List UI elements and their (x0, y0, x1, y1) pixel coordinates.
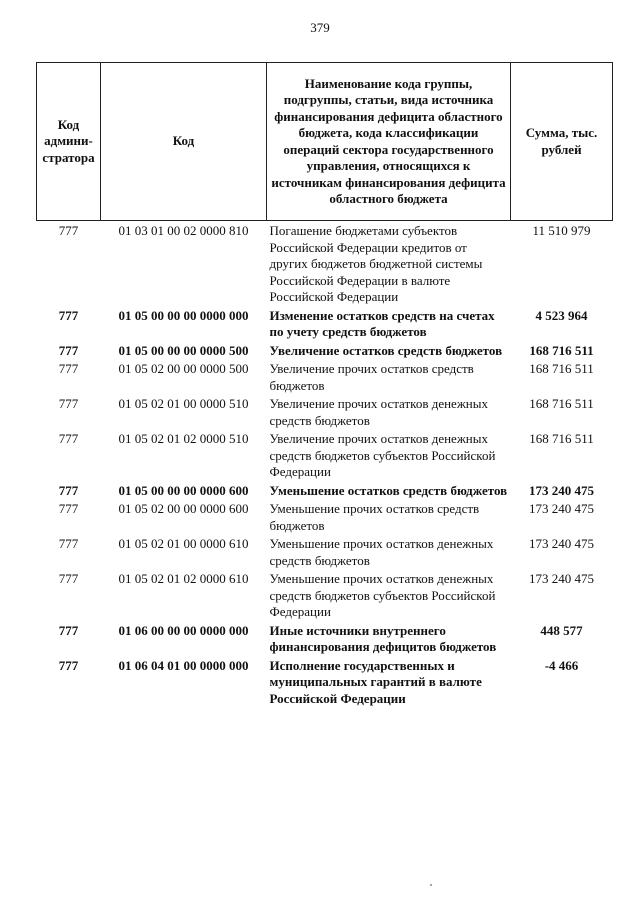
name-cell: Уменьшение остатков средств бюджетов (269, 482, 508, 498)
code-cell: 01 06 00 00 00 0000 000 (118, 622, 249, 638)
admin-code-cell: 777 (58, 223, 79, 238)
table-header (37, 63, 613, 221)
header-admin-code (37, 63, 101, 221)
admin-code-cell: 777 (58, 622, 79, 638)
sum-cell: 168 716 511 (529, 342, 594, 358)
sum-cell: 168 716 511 (529, 396, 594, 411)
table-row (37, 501, 613, 536)
header-sum-label: Сумма, тыс. рублей (525, 125, 598, 157)
name-cell: Уменьшение прочих остатков денежных средств бюджетов (269, 536, 494, 568)
name-cell: Исполнение государственных и муниципальных гарантий в валюте Российской Федерации (269, 657, 482, 706)
header-admin-code-label: Код админи-стратора (42, 116, 95, 165)
sum-cell: 173 240 475 (529, 482, 594, 498)
code-cell: 01 05 02 01 00 0000 610 (118, 536, 249, 551)
table-body (37, 221, 613, 710)
table-row (37, 308, 613, 343)
header-sum (511, 63, 613, 221)
sum-cell: 168 716 511 (529, 431, 594, 446)
sum-cell: 11 510 979 (532, 223, 591, 238)
code-cell: 01 03 01 00 02 0000 810 (118, 223, 249, 238)
code-cell: 01 05 02 00 00 0000 600 (118, 501, 249, 516)
name-cell: Погашение бюджетами субъектов Российской Федерации кредитов от других бюджетов бюджетной системы Российской Федерации в валюте Российской Федерации (269, 223, 483, 304)
table-row (37, 361, 613, 396)
sum-cell: 168 716 511 (529, 361, 594, 376)
name-cell: Увеличение прочих остатков денежных средств бюджетов субъектов Российской Федерации (269, 431, 496, 479)
sum-cell: 4 523 964 (535, 307, 588, 323)
name-cell: Иные источники внутреннего финансирования дефицитов бюджетов (269, 622, 497, 654)
table-row (37, 431, 613, 483)
sources-table (36, 62, 613, 709)
table-row (37, 571, 613, 623)
admin-code-cell: 777 (58, 307, 79, 323)
header-code (101, 63, 267, 221)
admin-code-cell: 777 (58, 536, 79, 551)
table-row (37, 536, 613, 571)
table-row (37, 221, 613, 308)
table-row (37, 343, 613, 362)
code-cell: 01 05 02 01 02 0000 610 (118, 571, 249, 586)
admin-code-cell: 777 (58, 482, 79, 498)
sum-cell: 173 240 475 (529, 501, 594, 516)
header-name-label: Наименование кода группы, подгруппы, статьи, вида источника финансирования дефицита областного бюджета, кода классификации операций сектора государственного управления, относящихся к источникам финансирования дефицита областного бюджета (271, 75, 506, 206)
admin-code-cell: 777 (58, 396, 79, 411)
admin-code-cell: 777 (58, 657, 79, 673)
code-cell: 01 06 04 01 00 0000 000 (118, 657, 249, 673)
admin-code-cell: 777 (58, 431, 79, 446)
page-number: 379 (310, 20, 330, 35)
name-cell: Уменьшение прочих остатков денежных средств бюджетов субъектов Российской Федерации (269, 571, 496, 619)
admin-code-cell: 777 (58, 501, 79, 516)
name-cell: Увеличение прочих остатков денежных средств бюджетов (269, 396, 488, 428)
code-cell: 01 05 02 01 02 0000 510 (118, 431, 249, 446)
header-name (267, 63, 511, 221)
sum-cell: -4 466 (544, 657, 579, 673)
admin-code-cell: 777 (58, 571, 79, 586)
table-row (37, 396, 613, 431)
table-row (37, 623, 613, 658)
name-cell: Изменение остатков средств на счетах по учету средств бюджетов (269, 307, 495, 339)
code-cell: 01 05 00 00 00 0000 000 (118, 307, 249, 323)
table-row (37, 483, 613, 502)
code-cell: 01 05 02 01 00 0000 510 (118, 396, 249, 411)
sum-cell: 173 240 475 (529, 571, 594, 586)
sum-cell: 173 240 475 (529, 536, 594, 551)
admin-code-cell: 777 (58, 361, 79, 376)
admin-code-cell: 777 (58, 342, 79, 358)
name-cell: Уменьшение прочих остатков средств бюджетов (269, 501, 480, 533)
table-row (37, 658, 613, 710)
header-code-label: Код (172, 133, 195, 149)
code-cell: 01 05 00 00 00 0000 500 (118, 342, 249, 358)
code-cell: 01 05 02 00 00 0000 500 (118, 361, 249, 376)
name-cell: Увеличение прочих остатков средств бюджетов (269, 361, 474, 393)
code-cell: 01 05 00 00 00 0000 600 (118, 482, 249, 498)
name-cell: Увеличение остатков средств бюджетов (269, 342, 503, 358)
scan-speck (430, 884, 432, 886)
sum-cell: 448 577 (540, 622, 583, 638)
